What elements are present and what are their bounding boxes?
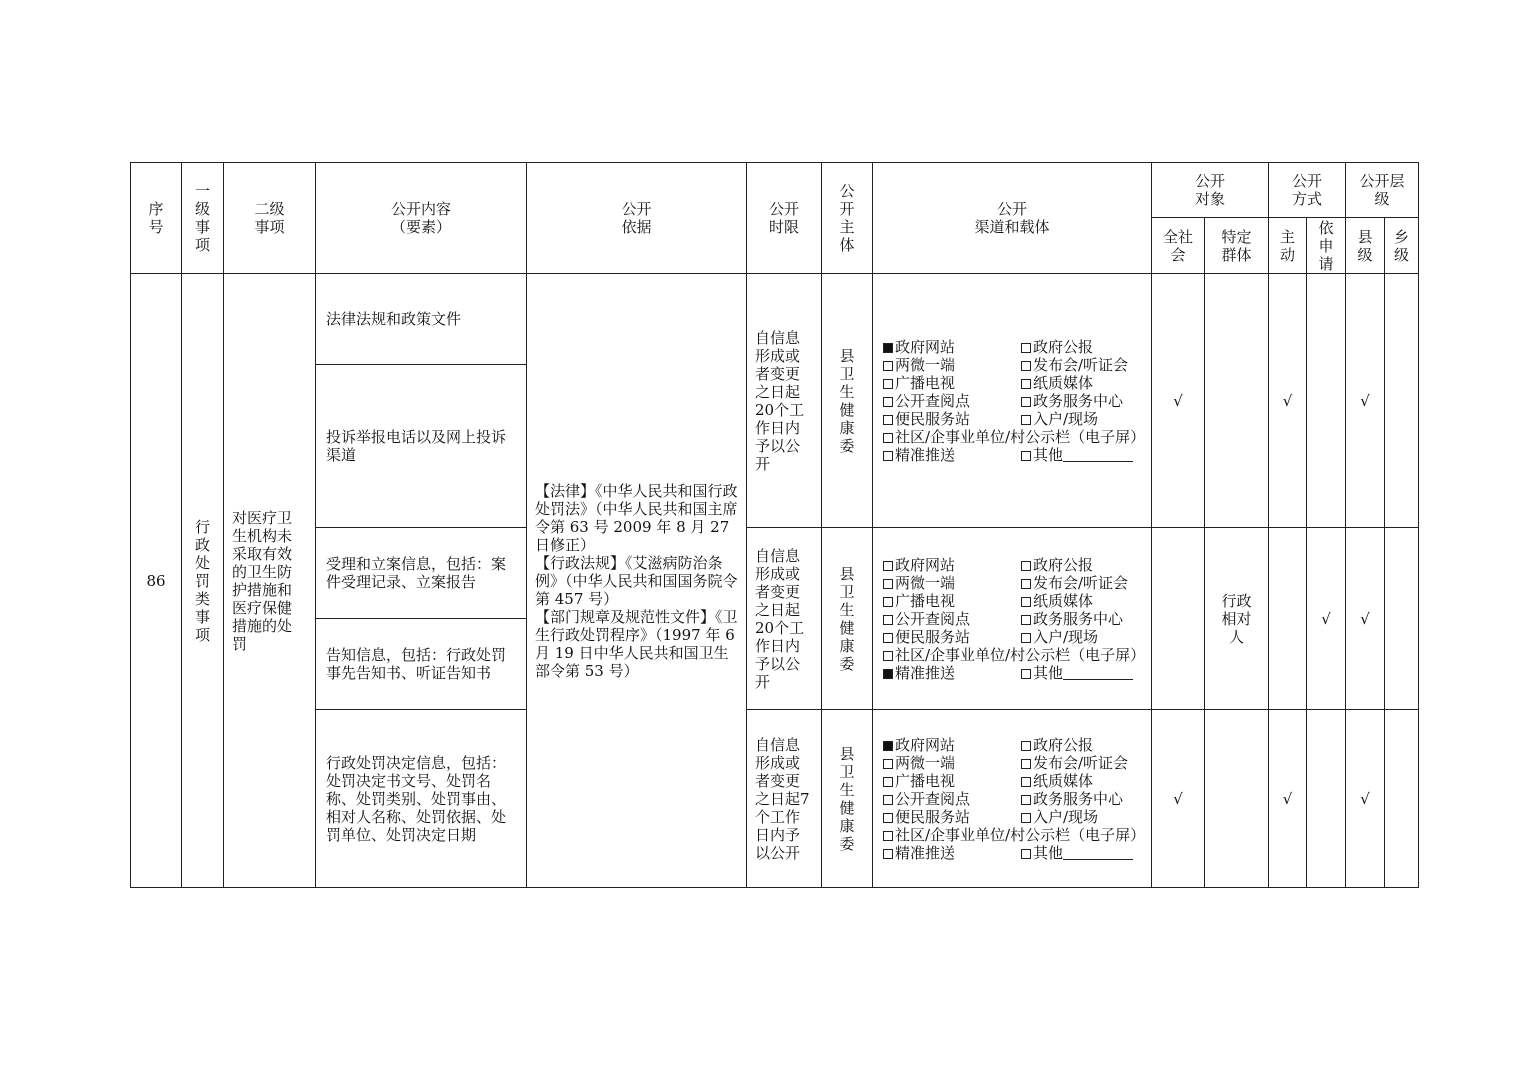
empty-box-icon — [883, 813, 893, 823]
channel-option — [1021, 628, 1151, 646]
empty-box-icon — [1021, 379, 1031, 389]
channel-option — [1021, 574, 1151, 592]
channel-option — [883, 392, 1021, 410]
channel-option — [1021, 556, 1151, 574]
empty-box-icon — [1021, 415, 1031, 425]
level-town-mark — [1385, 710, 1419, 888]
method-active-mark — [1269, 528, 1307, 710]
channel-label: 入户/现场 — [1033, 409, 1099, 428]
channel-label: 政府网站 — [895, 337, 956, 356]
channels-group — [873, 528, 1152, 710]
content-item: 投诉举报电话以及网上投诉渠道 — [316, 365, 527, 528]
row-seq: 86 — [131, 274, 182, 888]
empty-box-icon — [1021, 343, 1031, 353]
header-channels: 公开 渠道和载体 — [873, 163, 1152, 274]
channel-option — [1021, 392, 1151, 410]
channel-option — [883, 772, 1021, 790]
channel-label: 纸质媒体 — [1033, 373, 1094, 392]
header-method-active: 主动 — [1269, 218, 1307, 274]
channel-option — [883, 646, 1151, 664]
header-content: 公开内容 （要素） — [316, 163, 527, 274]
channels-group — [873, 274, 1152, 528]
channel-option — [883, 610, 1021, 628]
empty-box-icon — [883, 397, 893, 407]
channel-label: 便民服务站 — [895, 807, 971, 826]
audience-specific — [1205, 710, 1269, 888]
channel-label: 精准推送 — [895, 445, 956, 464]
empty-box-icon — [883, 849, 893, 859]
empty-box-icon — [1021, 777, 1031, 787]
checked-box-icon — [883, 669, 893, 679]
empty-box-icon — [883, 831, 893, 841]
content-item: 行政处罚决定信息，包括：处罚决定书文号、处罚名称、处罚类别、处罚事由、相对人名称、处罚依据、处罚单位、处罚决定日期 — [316, 710, 527, 888]
header-audience-specific: 特定群体 — [1205, 218, 1269, 274]
header-audience-all: 全社会 — [1152, 218, 1205, 274]
channel-option — [1021, 844, 1151, 862]
method-active-mark: √ — [1269, 710, 1307, 888]
channel-option — [883, 790, 1021, 808]
channel-label: 纸质媒体 — [1033, 591, 1094, 610]
empty-box-icon — [1021, 615, 1031, 625]
header-audience: 公开 对象 — [1152, 163, 1269, 218]
channel-option — [1021, 592, 1151, 610]
checked-box-icon — [883, 741, 893, 751]
header-time-limit: 公开 时限 — [747, 163, 822, 274]
channel-option — [1021, 772, 1151, 790]
channel-option — [883, 754, 1021, 772]
header-level: 公开层 级 — [1346, 163, 1419, 218]
header-seq: 序号 — [131, 163, 182, 274]
channel-option — [1021, 446, 1151, 464]
channel-label: 入户/现场 — [1033, 627, 1099, 646]
channels-group — [873, 710, 1152, 888]
empty-box-icon — [1021, 561, 1031, 571]
channel-label: 两微一端 — [895, 355, 956, 374]
channel-option — [1021, 356, 1151, 374]
empty-box-icon — [883, 361, 893, 371]
empty-box-icon — [1021, 759, 1031, 769]
channel-label: 两微一端 — [895, 573, 956, 592]
channel-label: 其他 — [1033, 663, 1064, 682]
channel-option — [883, 664, 1021, 682]
header-level-town: 乡级 — [1385, 218, 1419, 274]
channel-option — [883, 808, 1021, 826]
empty-box-icon — [1021, 579, 1031, 589]
blank-line — [1063, 666, 1133, 680]
empty-box-icon — [883, 451, 893, 461]
empty-box-icon — [1021, 669, 1031, 679]
channel-option — [883, 736, 1021, 754]
channel-label: 便民服务站 — [895, 627, 971, 646]
content-item: 法律法规和政策文件 — [316, 274, 527, 365]
header-method-request: 依申请 — [1307, 218, 1346, 274]
channel-label: 广播电视 — [895, 771, 956, 790]
time-limit: 自信息形成或者变更之日起7个工作日内予以公开 — [747, 710, 822, 888]
subject: 县卫生健康委 — [822, 710, 873, 888]
channel-label: 发布会/听证会 — [1033, 573, 1129, 592]
channel-option — [883, 574, 1021, 592]
channel-label: 入户/现场 — [1033, 807, 1099, 826]
empty-box-icon — [883, 597, 893, 607]
audience-all-mark: √ — [1152, 274, 1205, 528]
channel-label: 政府公报 — [1033, 337, 1094, 356]
channel-label: 社区/企事业单位/村公示栏（电子屏） — [895, 427, 1146, 446]
level-county-mark: √ — [1346, 274, 1385, 528]
subject: 县卫生健康委 — [822, 528, 873, 710]
blank-line — [1063, 846, 1133, 860]
channel-label: 发布会/听证会 — [1033, 753, 1129, 772]
row-basis: 【法律】《中华人民共和国行政处罚法》（中华人民共和国主席令第 63 号 2009 年 8 月 27 日修正） 【行政法规】《艾滋病防治条例》（中华人民共和国国务院令第 457 号） 【部门规章及规范性文件】《卫生行政处罚程序》（1997 年 6 月 19 日中华人民共和国卫生部令第 53 号） — [527, 274, 747, 888]
channel-label: 纸质媒体 — [1033, 771, 1094, 790]
method-request-mark: √ — [1307, 528, 1346, 710]
empty-box-icon — [883, 795, 893, 805]
channel-label: 公开查阅点 — [895, 789, 971, 808]
channel-label: 公开查阅点 — [895, 609, 971, 628]
channel-label: 政府公报 — [1033, 555, 1094, 574]
channel-label: 公开查阅点 — [895, 391, 971, 410]
empty-box-icon — [883, 615, 893, 625]
method-request-mark — [1307, 710, 1346, 888]
time-limit: 自信息形成或者变更之日起20个工作日内予以公开 — [747, 528, 822, 710]
channel-label: 便民服务站 — [895, 409, 971, 428]
channel-option — [883, 446, 1021, 464]
row-level2: 对医疗卫生机构未采取有效的卫生防护措施和医疗保健措施的处罚 — [224, 274, 316, 888]
header-subject: 公开主体 — [822, 163, 873, 274]
channel-option — [883, 410, 1021, 428]
blank-line — [1063, 448, 1133, 462]
audience-all-mark — [1152, 528, 1205, 710]
header-level2: 二级事项 — [224, 163, 316, 274]
empty-box-icon — [883, 379, 893, 389]
channel-option — [1021, 374, 1151, 392]
channel-label: 广播电视 — [895, 591, 956, 610]
channel-option — [1021, 790, 1151, 808]
channel-option — [1021, 664, 1151, 682]
channel-option — [1021, 808, 1151, 826]
content-item: 告知信息，包括：行政处罚事先告知书、听证告知书 — [316, 619, 527, 710]
channel-option — [1021, 736, 1151, 754]
channel-option — [883, 428, 1151, 446]
channel-option — [883, 826, 1151, 844]
channel-label: 政务服务中心 — [1033, 789, 1124, 808]
channel-option — [1021, 754, 1151, 772]
checked-box-icon — [883, 343, 893, 353]
empty-box-icon — [1021, 451, 1031, 461]
channel-option — [1021, 410, 1151, 428]
empty-box-icon — [883, 633, 893, 643]
empty-box-icon — [1021, 361, 1031, 371]
empty-box-icon — [883, 759, 893, 769]
method-active-mark: √ — [1269, 274, 1307, 528]
channel-label: 精准推送 — [895, 843, 956, 862]
channel-label: 两微一端 — [895, 753, 956, 772]
channel-label: 政府网站 — [895, 555, 956, 574]
channel-option — [1021, 338, 1151, 356]
empty-box-icon — [883, 433, 893, 443]
channel-label: 发布会/听证会 — [1033, 355, 1129, 374]
header-basis: 公开 依据 — [527, 163, 747, 274]
empty-box-icon — [883, 651, 893, 661]
empty-box-icon — [883, 777, 893, 787]
level-town-mark — [1385, 274, 1419, 528]
channel-option — [1021, 610, 1151, 628]
channel-label: 社区/企事业单位/村公示栏（电子屏） — [895, 645, 1146, 664]
channel-option — [883, 374, 1021, 392]
audience-specific — [1205, 274, 1269, 528]
channel-label: 社区/企事业单位/村公示栏（电子屏） — [895, 825, 1146, 844]
channel-option — [883, 356, 1021, 374]
empty-box-icon — [883, 415, 893, 425]
disclosure-table — [130, 162, 1419, 888]
audience-all-mark: √ — [1152, 710, 1205, 888]
header-level-county: 县级 — [1346, 218, 1385, 274]
level-county-mark: √ — [1346, 710, 1385, 888]
empty-box-icon — [1021, 597, 1031, 607]
channel-label: 其他 — [1033, 445, 1064, 464]
empty-box-icon — [1021, 741, 1031, 751]
header-level1: 一级事项 — [182, 163, 224, 274]
empty-box-icon — [1021, 813, 1031, 823]
channel-label: 精准推送 — [895, 663, 956, 682]
level-county-mark: √ — [1346, 528, 1385, 710]
channel-label: 政府网站 — [895, 735, 956, 754]
channel-label: 广播电视 — [895, 373, 956, 392]
channel-option — [883, 338, 1021, 356]
content-item: 受理和立案信息，包括：案件受理记录、立案报告 — [316, 528, 527, 619]
time-limit: 自信息形成或者变更之日起20个工作日内予以公开 — [747, 274, 822, 528]
empty-box-icon — [883, 561, 893, 571]
empty-box-icon — [1021, 397, 1031, 407]
header-method: 公开 方式 — [1269, 163, 1346, 218]
row-level1: 行政处罚类事项 — [182, 274, 224, 888]
subject: 县卫生健康委 — [822, 274, 873, 528]
channel-option — [883, 844, 1021, 862]
channel-label: 其他 — [1033, 843, 1064, 862]
method-request-mark — [1307, 274, 1346, 528]
empty-box-icon — [1021, 795, 1031, 805]
channel-option — [883, 628, 1021, 646]
channel-label: 政府公报 — [1033, 735, 1094, 754]
audience-specific: 行政相对人 — [1205, 528, 1269, 710]
empty-box-icon — [1021, 849, 1031, 859]
empty-box-icon — [1021, 633, 1031, 643]
empty-box-icon — [883, 579, 893, 589]
channel-label: 政务服务中心 — [1033, 609, 1124, 628]
channel-option — [883, 556, 1021, 574]
level-town-mark — [1385, 528, 1419, 710]
channel-option — [883, 592, 1021, 610]
channel-label: 政务服务中心 — [1033, 391, 1124, 410]
